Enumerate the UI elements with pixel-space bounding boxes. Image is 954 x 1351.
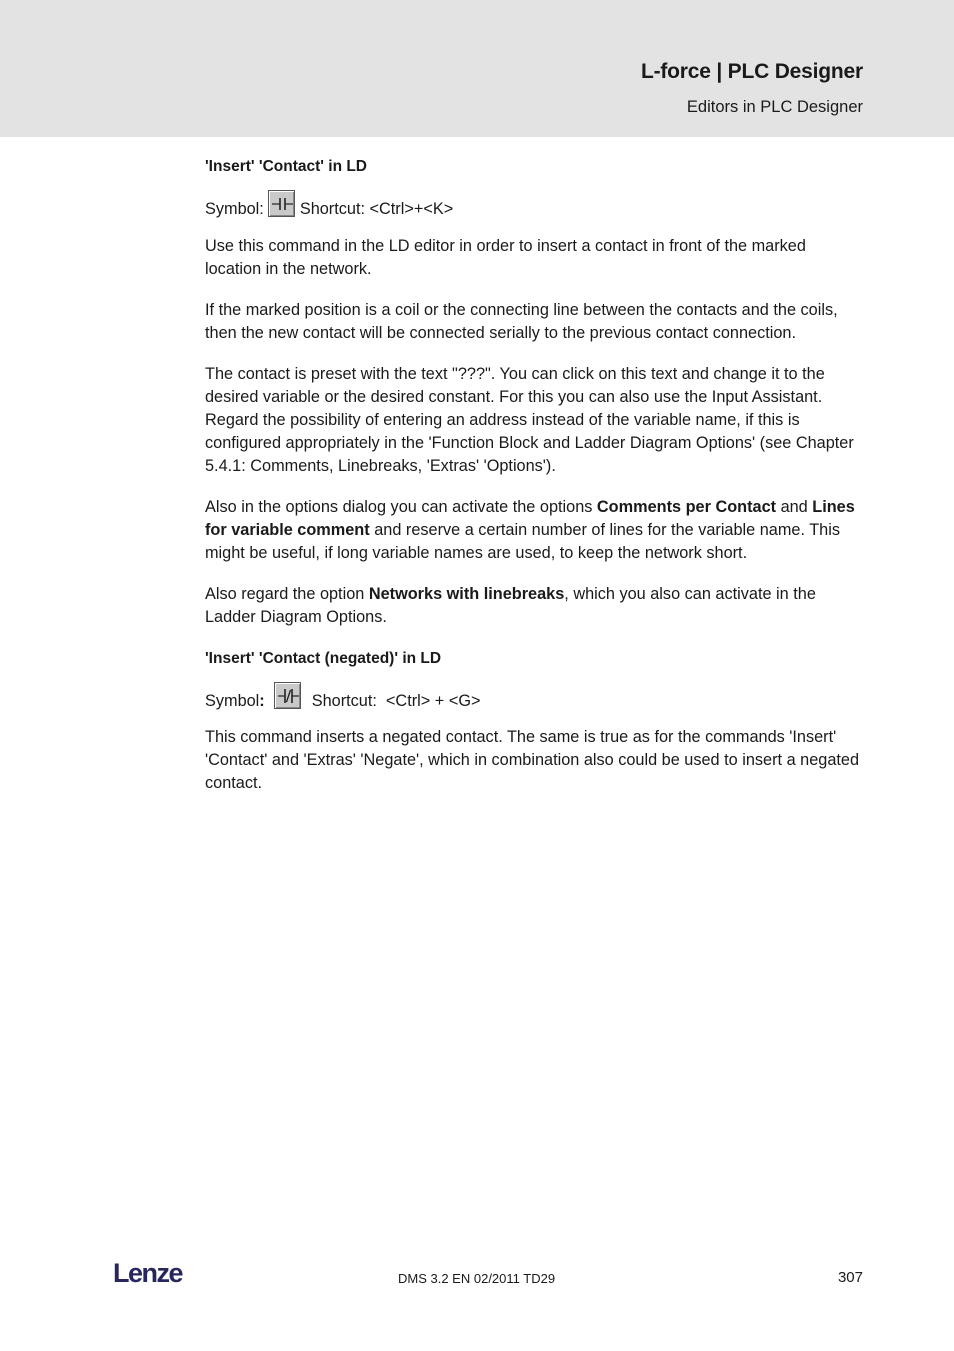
contact-paragraph-3: The contact is preset with the text "???". You can click on this text and change it to the desired variable or the desired constant. For this you can also use the Input Assistant. Regard the possibility of entering an address instead of the variable name, if this is configured appropriately in the 'Function Block and Ladder Diagram Options' (see Chapter 5.4.1: Comments, Linebreaks, 'Extras' 'Options').	[205, 365, 854, 475]
negated-contact-icon	[274, 682, 301, 709]
options-text-mid: and	[776, 498, 813, 516]
contact-paragraph-1: Use this command in the LD editor in order to insert a contact in front of the marked location in the network.	[205, 237, 806, 278]
contact-icon	[268, 190, 295, 217]
contact-heading: 'Insert' 'Contact' in LD	[205, 158, 368, 175]
options-text-pre: Also in the options dialog you can activate the options	[205, 498, 597, 516]
negated-symbol-line	[205, 682, 865, 713]
shortcut-text: Shortcut: <Ctrl> + <G>	[311, 692, 481, 710]
contact-symbol-line	[205, 190, 865, 221]
options-text-post: and reserve a certain number of lines for the variable name. This might be useful, if long variable names are used, to keep the network short.	[205, 521, 840, 562]
document-id: DMS 3.2 EN 02/2011 TD29	[398, 1271, 556, 1286]
option-networks-with-linebreaks: Networks with linebreaks	[368, 585, 565, 603]
product-title: L-force | PLC Designer	[640, 60, 863, 83]
section-title: Editors in PLC Designer	[686, 98, 863, 116]
linebreak-text-post: , which you also can activate in the Ladder Diagram Options.	[205, 585, 816, 626]
page-content	[205, 156, 865, 795]
linebreak-paragraph	[205, 583, 865, 629]
symbol-label: Symbol:	[205, 200, 264, 218]
symbol-label: Symbol	[205, 692, 260, 710]
option-lines-for-variable-comment: Lines for variable comment	[205, 498, 855, 539]
symbol-colon: :	[259, 692, 265, 710]
lenze-logo: Lenze	[113, 1258, 183, 1288]
options-paragraph	[205, 496, 865, 565]
page-number: 307	[837, 1269, 863, 1286]
contact-paragraph-2: If the marked position is a coil or the connecting line between the contacts and the coils, then the new contact will be connected serially to the previous contact connection.	[205, 301, 838, 342]
negated-paragraph: This command inserts a negated contact. The same is true as for the commands 'Insert' 'Contact' and 'Extras' 'Negate', which in combination also could be used to insert a negated contact.	[205, 728, 860, 792]
negated-heading: 'Insert' 'Contact (negated)' in LD	[205, 650, 442, 667]
option-comments-per-contact: Comments per Contact	[596, 498, 777, 516]
shortcut-text: Shortcut: <Ctrl>+<K>	[299, 200, 454, 218]
linebreak-text-pre: Also regard the option	[205, 585, 369, 603]
